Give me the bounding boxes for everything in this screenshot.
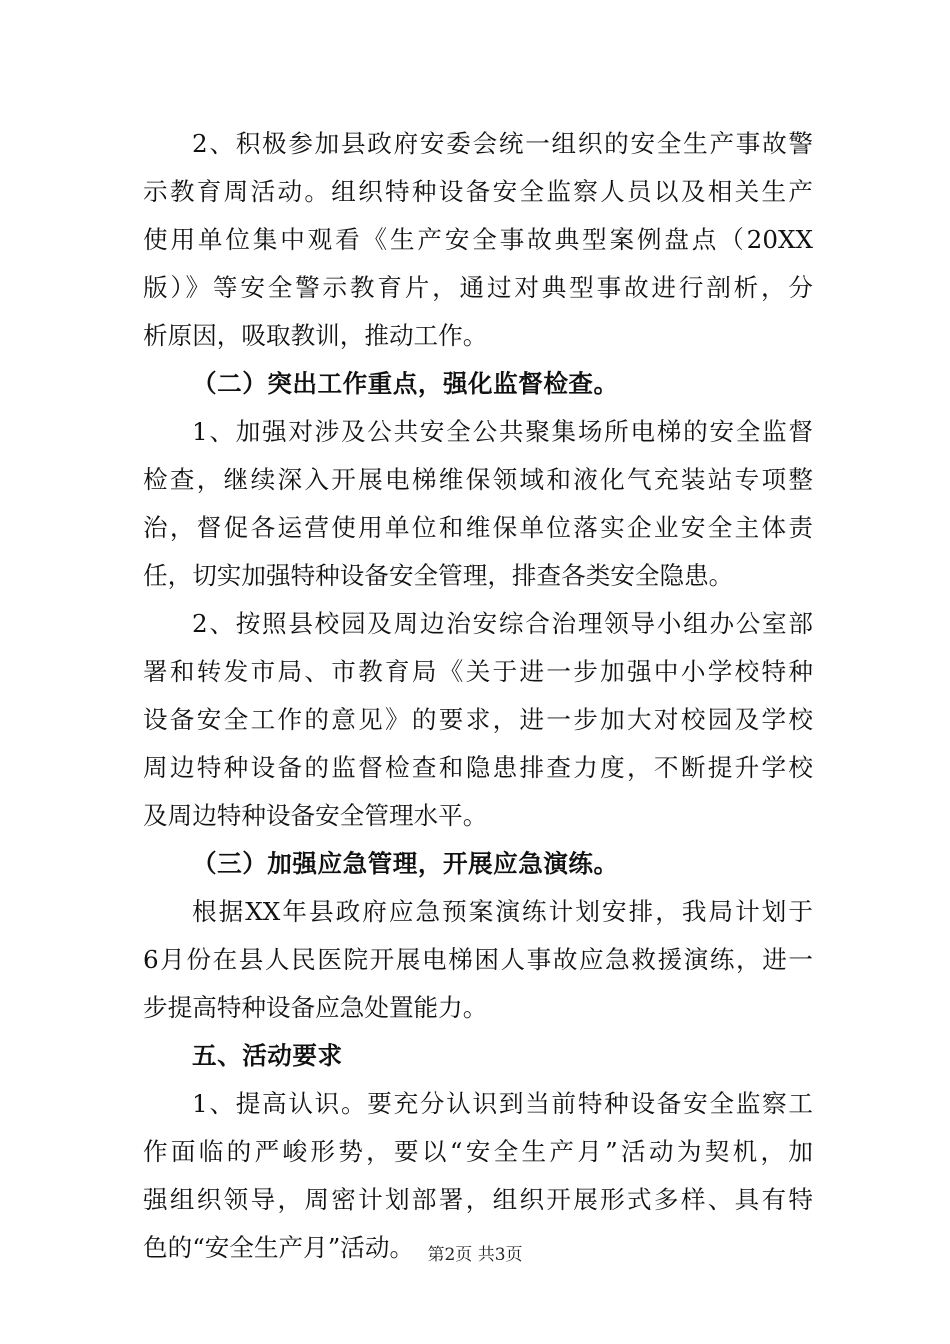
paragraph-line: 示教育周活动。组织特种设备安全监察人员以及相关生产 [143,177,813,206]
paragraph-line: 强组织领导，周密计划部署，组织开展形式多样、具有特 [143,1185,813,1214]
paragraph-line: 析原因，吸取教训，推动工作。 [143,321,488,350]
paragraph-line: 2、积极参加县政府安委会统一组织的安全生产事故警 [192,129,813,158]
section-heading: （二）突出工作重点，强化监督检查。 [192,369,619,398]
paragraph-line: 色的“安全生产月”活动。 [143,1233,415,1262]
paragraph-line: 版）》等安全警示教育片，通过对典型事故进行剖析，分 [143,273,813,302]
paragraph [143,120,813,360]
paragraph-line: 根据XX年县政府应急预案演练计划安排，我局计划于 [192,897,813,926]
paragraph-line: 步提高特种设备应急处置能力。 [143,993,488,1022]
paragraph-line: 检查，继续深入开展电梯维保领域和液化气充装站专项整 [143,465,813,494]
paragraph-line: 2、按照县校园及周边治安综合治理领导小组办公室部 [192,609,813,638]
paragraph [143,600,813,840]
paragraph-line: 任，切实加强特种设备安全管理，排查各类安全隐患。 [143,561,734,590]
page-footer: 第2页 共3页 [427,1245,523,1265]
paragraph-line: 治，督促各运营使用单位和维保单位落实企业安全主体责 [143,513,813,542]
paragraph [143,888,813,1032]
section-heading: 五、活动要求 [192,1041,343,1070]
paragraph-line: 及周边特种设备安全管理水平。 [143,801,488,830]
document-body [143,120,813,1272]
paragraph-line: 1、加强对涉及公共安全公共聚集场所电梯的安全监督 [192,417,813,446]
paragraph-line: 6月份在县人民医院开展电梯困人事故应急救援演练，进一 [143,945,813,974]
paragraph-line: 周边特种设备的监督检查和隐患排查力度，不断提升学校 [143,753,813,782]
paragraph-line: 署和转发市局、市教育局《关于进一步加强中小学校特种 [143,657,813,686]
section-heading: （三）加强应急管理，开展应急演练。 [192,849,619,878]
paragraph [143,408,813,600]
paragraph-line: 1、提高认识。要充分认识到当前特种设备安全监察工 [192,1089,813,1118]
paragraph-line: 使用单位集中观看《生产安全事故典型案例盘点（20XX [143,225,813,254]
paragraph-line: 设备安全工作的意见》的要求，进一步加大对校园及学校 [143,705,813,734]
paragraph-line: 作面临的严峻形势，要以“安全生产月”活动为契机，加 [143,1137,813,1166]
